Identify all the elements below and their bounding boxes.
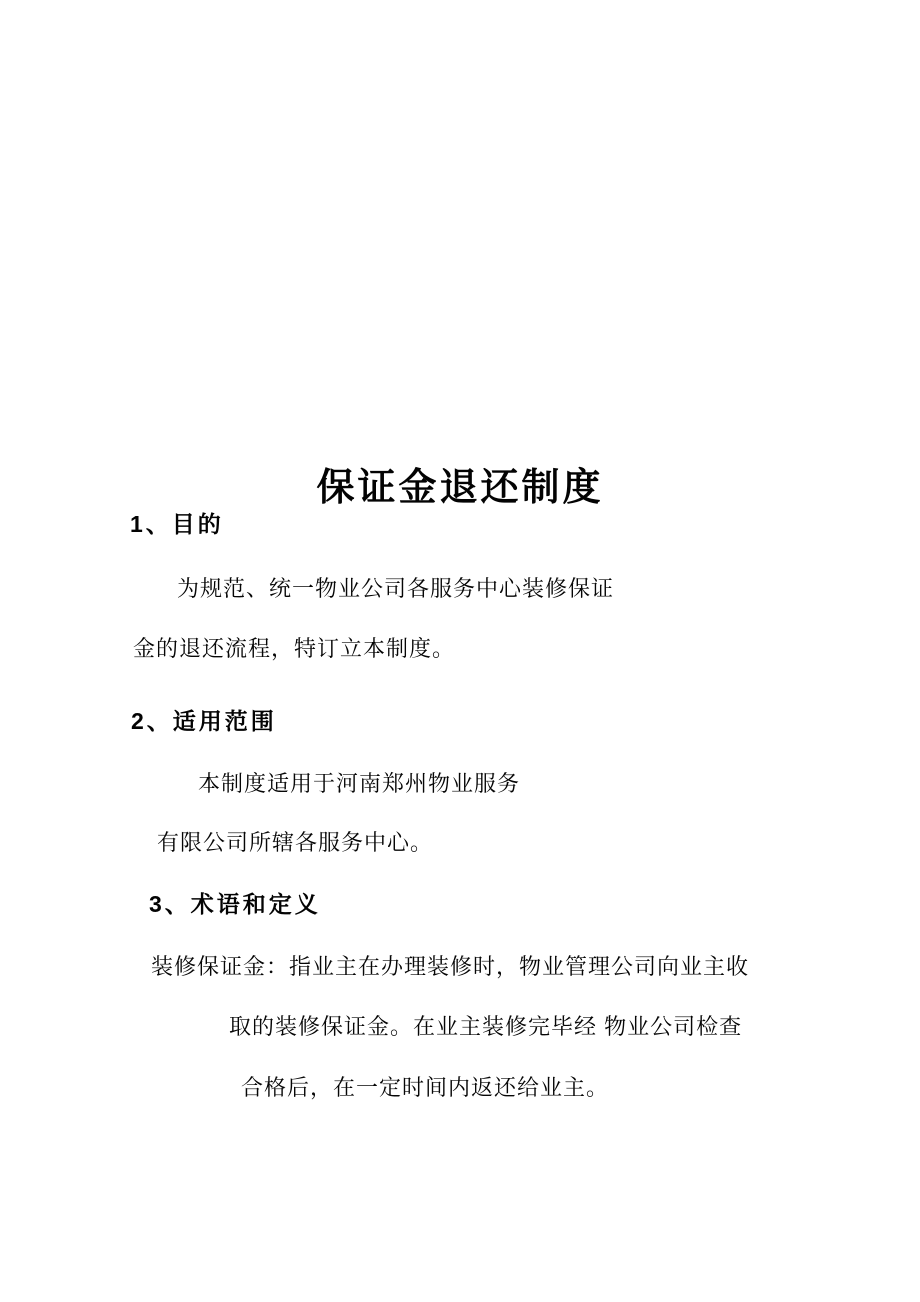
- document-title: 保证金退还制度: [316, 467, 604, 509]
- section-2-line-1: 本制度适用于河南郑州物业服务: [198, 771, 521, 796]
- section-1-line-2: 金的退还流程，特订立本制度。: [133, 636, 456, 661]
- section-1-heading: 1、目的: [130, 511, 224, 537]
- section-3-line-1: 装修保证金：指业主在办理装修时，物业管理公司向业主收: [151, 954, 750, 979]
- section-3-line-3: 合格后，在一定时间内返还给业主。: [241, 1075, 610, 1100]
- section-1-line-1: 为规范、统一物业公司各服务中心装修保证: [177, 576, 615, 601]
- section-3-heading: 3、术语和定义: [149, 891, 321, 917]
- section-2-heading: 2、适用范围: [131, 708, 277, 734]
- section-2-line-2: 有限公司所辖各服务中心。: [157, 830, 434, 855]
- section-3-line-2: 取的装修保证金。在业主装修完毕经 物业公司检查: [229, 1014, 743, 1039]
